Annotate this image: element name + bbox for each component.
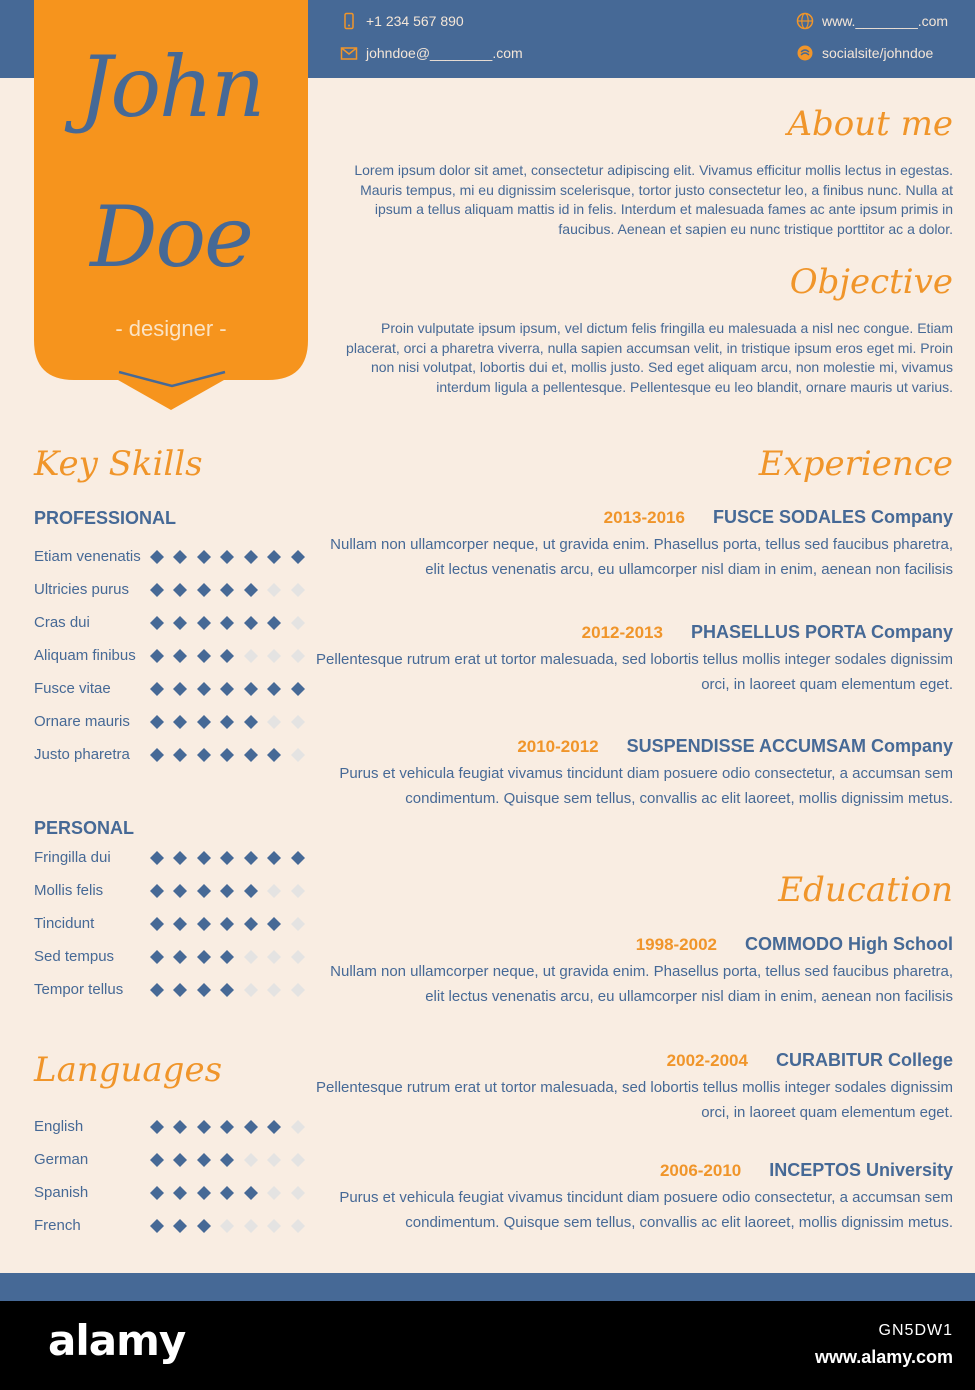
rating-dot-filled (267, 917, 281, 931)
rating-dot-filled (173, 715, 187, 729)
education-item (313, 1160, 953, 1235)
rating-dot-filled (150, 1153, 164, 1167)
rating-label: Ultricies purus (34, 581, 130, 598)
rating-dots (150, 550, 315, 564)
rating-row (34, 606, 314, 639)
rating-dot-filled (220, 950, 234, 964)
experience-description: Purus et vehicula feugiat vivamus tincidunt diam posuere odio consectetur, a accumsan sem condimentum. Quisque sem tellus, convallis ac elit laoreet, mollis dignissim metus. (339, 765, 953, 807)
email-address: johndoe@________.com (366, 45, 523, 61)
rating-row (34, 973, 314, 1006)
rating-dot-filled (220, 682, 234, 696)
rating-dot-empty (244, 1219, 258, 1233)
rating-row (34, 1176, 314, 1209)
rating-dot-filled (173, 550, 187, 564)
rating-row (34, 874, 314, 907)
rating-row (34, 841, 314, 874)
rating-dot-filled (267, 748, 281, 762)
rating-dot-filled (220, 1120, 234, 1134)
objective-heading: Objective (789, 262, 953, 302)
rating-dot-filled (267, 682, 281, 696)
rating-dot-empty (291, 1120, 305, 1134)
rating-dot-filled (197, 550, 211, 564)
experience-years: 2012-2013 (581, 623, 663, 642)
rating-dot-filled (244, 1186, 258, 1200)
rating-dot-filled (197, 715, 211, 729)
skills-heading: Key Skills (34, 444, 203, 484)
rating-dots (150, 851, 315, 865)
rating-dot-filled (173, 884, 187, 898)
experience-company: SUSPENDISSE ACCUMSAM Company (626, 736, 953, 756)
rating-dot-filled (150, 884, 164, 898)
rating-label: Justo pharetra (34, 746, 130, 763)
name-banner (34, 0, 308, 410)
rating-dot-filled (267, 1120, 281, 1134)
rating-dot-empty (267, 884, 281, 898)
rating-dots (150, 884, 315, 898)
rating-dot-filled (220, 748, 234, 762)
rating-dot-filled (150, 917, 164, 931)
rating-label: Fringilla dui (34, 849, 111, 866)
education-years: 2002-2004 (666, 1051, 748, 1070)
rating-row (34, 705, 314, 738)
email-contact (340, 44, 523, 62)
rating-dot-empty (291, 917, 305, 931)
education-institution: INCEPTOS University (769, 1160, 953, 1180)
rating-dot-empty (244, 983, 258, 997)
personal-label: PERSONAL (34, 818, 135, 838)
rating-dot-filled (244, 884, 258, 898)
rating-dot-filled (173, 1186, 187, 1200)
experience-years: 2010-2012 (517, 737, 599, 756)
experience-item (313, 507, 953, 582)
rating-dot-empty (291, 715, 305, 729)
about-text: Lorem ipsum dolor sit amet, consectetur adipiscing elit. Vivamus efficitur mollis lectus in egestas. Mauris tempus, mi eu dignissim scelerisque, tortor justo consectetur leo, a finibus nunc. Nulla at ipsum a tellus aliquam mattis id in felis. Interdum et malesuada fames ac ante ipsum primis in faucibus. Aenean et sapien eu nunc tristique porttitor ac a dolor. (354, 162, 953, 237)
rating-label: French (34, 1217, 81, 1234)
rating-dot-filled (173, 1120, 187, 1134)
rating-dot-filled (244, 748, 258, 762)
rating-dot-filled (197, 917, 211, 931)
rating-dot-filled (197, 682, 211, 696)
rating-dot-filled (197, 583, 211, 597)
rating-dot-filled (244, 715, 258, 729)
education-item (313, 1050, 953, 1125)
rating-dot-filled (267, 550, 281, 564)
education-years: 2006-2010 (659, 1161, 742, 1180)
phone-contact (340, 12, 464, 30)
rating-dot-filled (197, 884, 211, 898)
rating-dot-filled (197, 1120, 211, 1134)
rating-dot-filled (173, 950, 187, 964)
rating-label: Etiam venenatis (34, 548, 141, 565)
rating-dot-empty (267, 1219, 281, 1233)
rating-dot-filled (150, 682, 164, 696)
stock-image-id: GN5DW1 (878, 1322, 953, 1339)
rating-dot-filled (150, 616, 164, 630)
rating-label: Tincidunt (34, 915, 95, 932)
rating-dots (150, 950, 315, 964)
rating-dot-empty (291, 1186, 305, 1200)
rating-dot-empty (267, 1153, 281, 1167)
rating-label: German (34, 1151, 89, 1168)
website-contact (796, 12, 948, 30)
rating-dot-empty (291, 1219, 305, 1233)
rating-dot-empty (267, 583, 281, 597)
rating-dots (150, 1219, 315, 1233)
rating-dot-filled (291, 682, 305, 696)
job-title: - designer - (115, 316, 227, 341)
email-icon (340, 44, 358, 62)
rating-dots (150, 917, 315, 931)
rating-dot-empty (244, 950, 258, 964)
stock-url: www.alamy.com (814, 1347, 953, 1367)
rating-dot-empty (291, 1153, 305, 1167)
rating-dot-filled (220, 715, 234, 729)
rating-dot-filled (173, 1153, 187, 1167)
rating-dot-filled (173, 616, 187, 630)
rating-dot-filled (244, 851, 258, 865)
rating-dot-filled (244, 616, 258, 630)
rating-dot-filled (173, 983, 187, 997)
rating-dot-empty (267, 715, 281, 729)
rating-dot-filled (197, 1153, 211, 1167)
rating-label: Aliquam finibus (34, 647, 136, 664)
education-description: Nullam non ullamcorper neque, ut gravida enim. Phasellus porta, tellus sed faucibus pharetra, elit lectus venenatis arcu, eu ullamcorper nisl diam in enim, aenean non facilisis (330, 963, 953, 1005)
experience-company: PHASELLUS PORTA Company (690, 622, 953, 642)
rating-dot-filled (244, 1120, 258, 1134)
rating-dot-filled (150, 550, 164, 564)
rating-dot-filled (291, 851, 305, 865)
globe-icon (796, 12, 814, 30)
rating-dots (150, 983, 315, 997)
education-years: 1998-2002 (635, 935, 718, 954)
rating-dot-filled (244, 550, 258, 564)
rating-dot-filled (150, 851, 164, 865)
chevron-down-icon (117, 366, 227, 390)
rating-dot-filled (220, 851, 234, 865)
rating-dot-empty (291, 748, 305, 762)
rating-dot-empty (291, 884, 305, 898)
experience-description: Pellentesque rutrum erat ut tortor malesuada, sed lobortis tellus mollis integer sodales dignissim orci, in laoreet quam elementum eget. (316, 651, 953, 693)
rating-dot-filled (150, 1186, 164, 1200)
rating-label: English (34, 1118, 84, 1135)
rating-dot-empty (220, 1219, 234, 1233)
rating-dot-filled (220, 983, 234, 997)
rating-dots (150, 748, 315, 762)
rating-dot-filled (150, 1219, 164, 1233)
professional-skill-list (34, 540, 314, 771)
rating-dot-empty (267, 649, 281, 663)
rating-row (34, 1209, 314, 1242)
rating-row (34, 1110, 314, 1143)
rating-dot-filled (244, 917, 258, 931)
rating-dot-empty (291, 649, 305, 663)
rating-label: Mollis felis (34, 882, 104, 899)
personal-skill-list (34, 841, 314, 1006)
rating-dot-empty (291, 583, 305, 597)
rating-dots (150, 1186, 315, 1200)
rating-dot-filled (267, 851, 281, 865)
rating-dots (150, 1153, 315, 1167)
bottom-bar (0, 1273, 975, 1301)
rating-dot-empty (244, 1153, 258, 1167)
objective-text: Proin vulputate ipsum ipsum, vel dictum felis fringilla eu malesuada a nisl nec congue. Etiam placerat, orci a pharetra viverra, nulla sapien accumsan velit, in tristique ipsum eros eget mi. Proin non nisi volutpat, lobortis dui et, mollis justo. Sed eget aliquam arcu, non molestie mi, vivamus interdum ligula a pellentesque. Pellentesque eu leo blandit, ornare mauris ut varius. (346, 320, 953, 395)
social-handle: socialsite/johndoe (822, 45, 934, 61)
rating-dot-filled (197, 950, 211, 964)
social-icon (796, 44, 814, 62)
rating-dot-filled (197, 1186, 211, 1200)
rating-dot-empty (291, 950, 305, 964)
rating-label: Cras dui (34, 614, 90, 631)
education-heading: Education (778, 870, 953, 910)
rating-dot-filled (150, 649, 164, 663)
rating-dot-filled (197, 983, 211, 997)
rating-dot-filled (291, 550, 305, 564)
rating-dot-empty (267, 950, 281, 964)
rating-dot-filled (220, 1153, 234, 1167)
education-description: Pellentesque rutrum erat ut tortor malesuada, sed lobortis tellus mollis integer sodales dignissim orci, in laoreet quam elementum eget. (316, 1079, 953, 1121)
website-url: www.________.com (822, 13, 949, 29)
rating-dot-filled (173, 682, 187, 696)
about-heading: About me (787, 104, 953, 144)
rating-dot-filled (197, 851, 211, 865)
rating-dot-filled (220, 583, 234, 597)
rating-row (34, 672, 314, 705)
rating-row (34, 940, 314, 973)
rating-dot-filled (150, 983, 164, 997)
education-institution: CURABITUR College (775, 1050, 953, 1070)
education-institution: COMMODO High School (745, 934, 953, 954)
rating-dot-empty (291, 983, 305, 997)
rating-dot-filled (150, 715, 164, 729)
rating-row (34, 573, 314, 606)
rating-dot-filled (220, 1186, 234, 1200)
rating-row (34, 907, 314, 940)
last-name: Doe (90, 188, 252, 286)
rating-dot-filled (173, 917, 187, 931)
rating-label: Fusce vitae (34, 680, 111, 697)
alamy-logo: alamy (48, 1316, 186, 1365)
rating-row (34, 639, 314, 672)
rating-dot-filled (220, 884, 234, 898)
experience-description: Nullam non ullamcorper neque, ut gravida enim. Phasellus porta, tellus sed faucibus pharetra, elit lectus venenatis arcu, eu ullamcorper nisl diam in enim, aenean non facilisis (330, 536, 953, 578)
rating-dot-filled (197, 748, 211, 762)
rating-dots (150, 649, 315, 663)
experience-item (313, 736, 953, 811)
rating-dot-filled (173, 649, 187, 663)
rating-dot-filled (197, 1219, 211, 1233)
first-name: John (78, 38, 264, 136)
rating-label: Ornare mauris (34, 713, 130, 730)
rating-dot-empty (244, 649, 258, 663)
rating-dot-filled (197, 649, 211, 663)
education-description: Purus et vehicula feugiat vivamus tincidunt diam posuere odio consectetur, a accumsan sem condimentum. Quisque sem tellus, convallis ac elit laoreet, mollis dignissim metus. (339, 1189, 953, 1231)
rating-dots (150, 715, 315, 729)
rating-label: Sed tempus (34, 948, 115, 965)
rating-label: Spanish (34, 1184, 89, 1201)
rating-dot-empty (267, 1186, 281, 1200)
professional-label: PROFESSIONAL (34, 508, 177, 528)
rating-dot-filled (150, 748, 164, 762)
experience-company: FUSCE SODALES Company (712, 507, 953, 527)
experience-item (313, 622, 953, 697)
rating-dot-filled (173, 851, 187, 865)
languages-heading: Languages (34, 1050, 223, 1090)
rating-dot-filled (173, 748, 187, 762)
rating-dot-filled (220, 917, 234, 931)
phone-number: +1 234 567 890 (366, 13, 464, 29)
rating-dot-empty (267, 983, 281, 997)
rating-label: Tempor tellus (34, 981, 124, 998)
rating-dots (150, 583, 315, 597)
rating-dot-filled (220, 649, 234, 663)
rating-dots (150, 682, 315, 696)
rating-row (34, 540, 314, 573)
rating-dot-filled (150, 1120, 164, 1134)
rating-dots (150, 1120, 315, 1134)
rating-dot-filled (244, 682, 258, 696)
rating-row (34, 1143, 314, 1176)
phone-icon (340, 12, 358, 30)
social-contact (796, 44, 933, 62)
rating-row (34, 738, 314, 771)
rating-dot-filled (244, 583, 258, 597)
rating-dot-filled (150, 583, 164, 597)
rating-dot-filled (197, 616, 211, 630)
education-item (313, 934, 953, 1009)
rating-dot-filled (173, 1219, 187, 1233)
rating-dot-filled (220, 550, 234, 564)
rating-dots (150, 616, 315, 630)
experience-years: 2013-2016 (603, 508, 685, 527)
experience-heading: Experience (758, 444, 953, 484)
rating-dot-filled (267, 616, 281, 630)
rating-dot-filled (173, 583, 187, 597)
rating-dot-empty (291, 616, 305, 630)
language-list (34, 1110, 314, 1242)
rating-dot-filled (220, 616, 234, 630)
rating-dot-filled (150, 950, 164, 964)
